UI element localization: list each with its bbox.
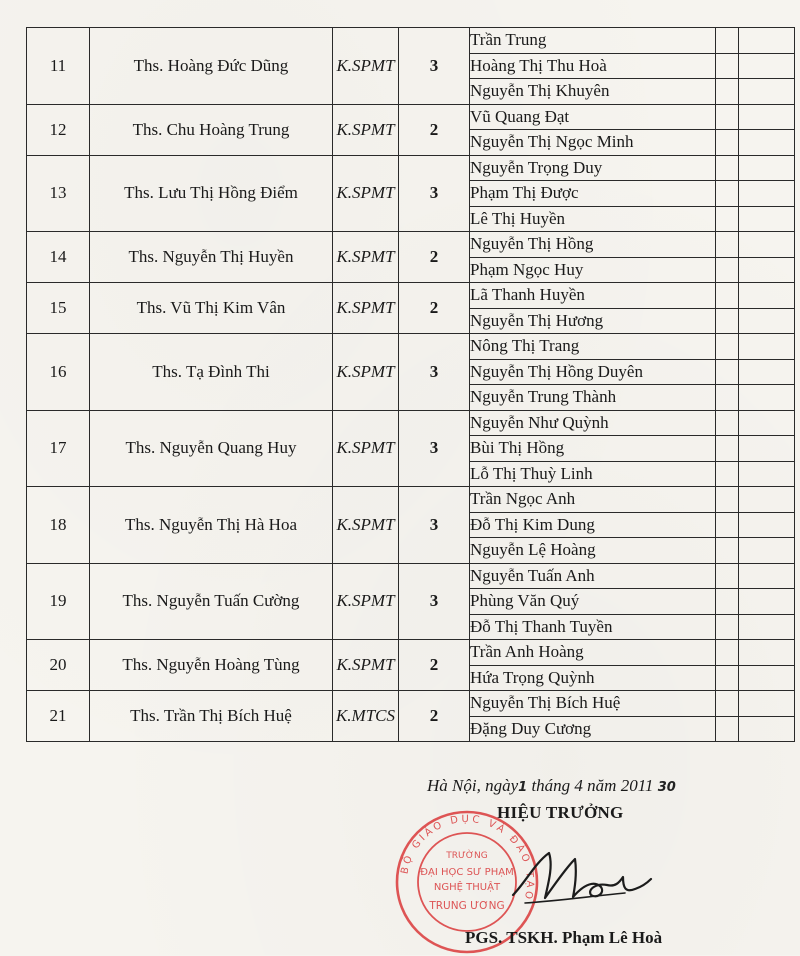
handwritten-signature [505, 843, 655, 913]
blank-cell [739, 79, 795, 105]
student-name: Nguyễn Tuấn Anh [470, 563, 716, 589]
svg-text:ĐẠI HỌC SƯ PHẠM: ĐẠI HỌC SƯ PHẠM [420, 867, 514, 878]
row-number: 18 [27, 487, 90, 564]
blank-cell [739, 410, 795, 436]
lecturer-name: Ths. Nguyễn Thị Hà Hoa [90, 487, 333, 564]
student-name: Hứa Trọng Quỳnh [470, 665, 716, 691]
blank-cell [716, 410, 739, 436]
student-count: 3 [399, 563, 470, 640]
blank-cell [716, 308, 739, 334]
student-name: Nguyễn Trung Thành [470, 385, 716, 411]
blank-cell [716, 487, 739, 513]
student-name: Vũ Quang Đạt [470, 104, 716, 130]
blank-cell [739, 181, 795, 207]
svg-text:NGHỆ THUẬT: NGHỆ THUẬT [433, 882, 501, 893]
student-count: 2 [399, 283, 470, 334]
svg-text:BỘ GIÁO DỤC VÀ ĐÀO TẠO: BỘ GIÁO DỤC VÀ ĐÀO TẠO [399, 813, 536, 903]
blank-cell [739, 28, 795, 54]
student-name: Bùi Thị Hồng [470, 436, 716, 462]
blank-cell [739, 385, 795, 411]
unit-code: K.SPMT [333, 28, 399, 105]
signer-role: HIỆU TRƯỞNG [497, 803, 624, 822]
blank-cell [739, 130, 795, 156]
student-name: Nguyễn Thị Hồng Duyên [470, 359, 716, 385]
row-number: 20 [27, 640, 90, 691]
student-name: Nguyễn Thị Khuyên [470, 79, 716, 105]
lecturer-name: Ths. Chu Hoàng Trung [90, 104, 333, 155]
table-row [27, 410, 795, 436]
table-row [27, 232, 795, 258]
unit-code: K.MTCS [333, 691, 399, 742]
blank-cell [739, 512, 795, 538]
student-name: Nguyễn Như Quỳnh [470, 410, 716, 436]
lecturer-name: Ths. Trần Thị Bích Huệ [90, 691, 333, 742]
blank-cell [716, 53, 739, 79]
date-middle: tháng 4 năm 2011 [531, 776, 654, 795]
blank-cell [716, 155, 739, 181]
table-row [27, 28, 795, 54]
unit-code: K.SPMT [333, 283, 399, 334]
table-body [27, 28, 795, 742]
blank-cell [739, 640, 795, 666]
unit-code: K.SPMT [333, 155, 399, 232]
blank-cell [739, 538, 795, 564]
blank-cell [716, 232, 739, 258]
table-row [27, 691, 795, 717]
unit-code: K.SPMT [333, 104, 399, 155]
row-number: 21 [27, 691, 90, 742]
student-count: 2 [399, 640, 470, 691]
lecturer-name: Ths. Nguyễn Quang Huy [90, 410, 333, 487]
blank-cell [716, 359, 739, 385]
student-name: Nguyễn Thị Hương [470, 308, 716, 334]
lecturer-name: Ths. Tạ Đình Thi [90, 334, 333, 411]
student-name: Đặng Duy Cương [470, 716, 716, 742]
blank-cell [739, 614, 795, 640]
student-count: 2 [399, 104, 470, 155]
student-name: Nông Thị Trang [470, 334, 716, 360]
lecturer-name: Ths. Nguyễn Thị Huyền [90, 232, 333, 283]
blank-cell [739, 155, 795, 181]
student-name: Nguyễn Thị Hồng [470, 232, 716, 258]
lecturer-name: Ths. Nguyễn Tuấn Cường [90, 563, 333, 640]
student-count: 2 [399, 691, 470, 742]
student-name: Phùng Văn Quý [470, 589, 716, 615]
table-row [27, 104, 795, 130]
blank-cell [739, 257, 795, 283]
blank-cell [739, 283, 795, 309]
date-line [427, 776, 676, 796]
student-name: Trần Trung [470, 28, 716, 54]
handwritten-day: 1 [518, 780, 528, 795]
blank-cell [716, 385, 739, 411]
blank-cell [739, 206, 795, 232]
blank-cell [739, 104, 795, 130]
blank-cell [716, 257, 739, 283]
unit-code: K.SPMT [333, 487, 399, 564]
blank-cell [739, 359, 795, 385]
blank-cell [716, 563, 739, 589]
blank-cell [739, 461, 795, 487]
student-count: 3 [399, 28, 470, 105]
student-name: Nguyễn Lệ Hoàng [470, 538, 716, 564]
blank-cell [739, 436, 795, 462]
blank-cell [716, 181, 739, 207]
row-number: 15 [27, 283, 90, 334]
student-count: 3 [399, 155, 470, 232]
row-number: 12 [27, 104, 90, 155]
student-name: Trần Ngọc Anh [470, 487, 716, 513]
blank-cell [739, 487, 795, 513]
blank-cell [739, 232, 795, 258]
blank-cell [739, 563, 795, 589]
svg-text:TRƯỜNG: TRƯỜNG [446, 851, 488, 861]
unit-code: K.SPMT [333, 640, 399, 691]
blank-cell [716, 206, 739, 232]
lecturer-name: Ths. Nguyễn Hoàng Tùng [90, 640, 333, 691]
table-row [27, 640, 795, 666]
table-row [27, 283, 795, 309]
blank-cell [739, 589, 795, 615]
handwritten-day-suffix: 30 [657, 780, 676, 795]
row-number: 11 [27, 28, 90, 105]
table-row [27, 334, 795, 360]
blank-cell [739, 308, 795, 334]
blank-cell [716, 691, 739, 717]
blank-cell [716, 640, 739, 666]
unit-code: K.SPMT [333, 410, 399, 487]
row-number: 16 [27, 334, 90, 411]
supervision-table [26, 27, 795, 742]
student-name: Nguyễn Thị Bích Huệ [470, 691, 716, 717]
student-name: Nguyễn Trọng Duy [470, 155, 716, 181]
blank-cell [739, 691, 795, 717]
blank-cell [716, 461, 739, 487]
blank-cell [716, 130, 739, 156]
student-name: Lã Thanh Huyền [470, 283, 716, 309]
blank-cell [716, 104, 739, 130]
unit-code: K.SPMT [333, 232, 399, 283]
blank-cell [716, 716, 739, 742]
student-name: Lê Thị Huyền [470, 206, 716, 232]
blank-cell [716, 334, 739, 360]
blank-cell [739, 334, 795, 360]
row-number: 13 [27, 155, 90, 232]
student-count: 3 [399, 334, 470, 411]
student-name: Trần Anh Hoàng [470, 640, 716, 666]
blank-cell [716, 589, 739, 615]
date-prefix: Hà Nội, ngày [427, 776, 519, 795]
row-number: 17 [27, 410, 90, 487]
lecturer-name: Ths. Hoàng Đức Dũng [90, 28, 333, 105]
student-name: Phạm Ngọc Huy [470, 257, 716, 283]
unit-code: K.SPMT [333, 334, 399, 411]
blank-cell [716, 665, 739, 691]
blank-cell [716, 28, 739, 54]
svg-text:TRUNG ƯƠNG: TRUNG ƯƠNG [429, 900, 505, 912]
table-row [27, 487, 795, 513]
blank-cell [716, 614, 739, 640]
blank-cell [739, 53, 795, 79]
student-count: 3 [399, 410, 470, 487]
student-name: Phạm Thị Được [470, 181, 716, 207]
table-row [27, 563, 795, 589]
unit-code: K.SPMT [333, 563, 399, 640]
student-count: 3 [399, 487, 470, 564]
blank-cell [716, 436, 739, 462]
table-row [27, 155, 795, 181]
blank-cell [716, 79, 739, 105]
blank-cell [739, 665, 795, 691]
signer-name: PGS. TSKH. Phạm Lê Hoà [465, 928, 663, 947]
row-number: 19 [27, 563, 90, 640]
student-name: Đỗ Thị Kim Dung [470, 512, 716, 538]
blank-cell [739, 716, 795, 742]
student-name: Nguyễn Thị Ngọc Minh [470, 130, 716, 156]
blank-cell [716, 512, 739, 538]
row-number: 14 [27, 232, 90, 283]
lecturer-name: Ths. Vũ Thị Kim Vân [90, 283, 333, 334]
student-name: Lỗ Thị Thuỳ Linh [470, 461, 716, 487]
student-count: 2 [399, 232, 470, 283]
student-name: Đỗ Thị Thanh Tuyền [470, 614, 716, 640]
lecturer-name: Ths. Lưu Thị Hồng Điểm [90, 155, 333, 232]
blank-cell [716, 283, 739, 309]
student-name: Hoàng Thị Thu Hoà [470, 53, 716, 79]
blank-cell [716, 538, 739, 564]
